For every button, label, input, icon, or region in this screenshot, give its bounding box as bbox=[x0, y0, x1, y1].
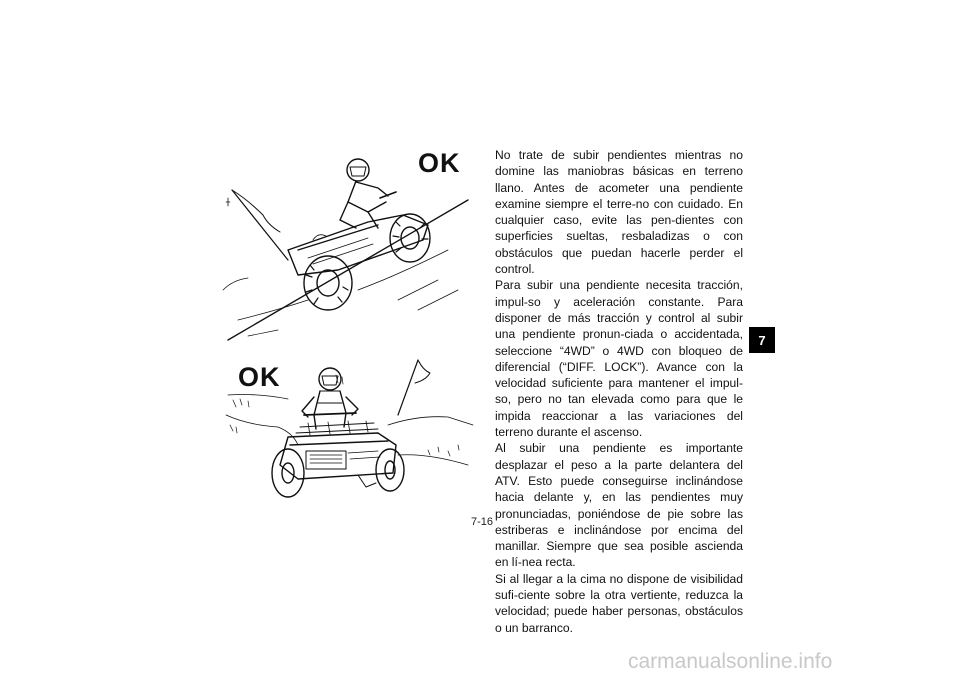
body-text bbox=[495, 147, 743, 636]
page-number: 7-16 bbox=[470, 516, 494, 528]
chapter-tab: 7 bbox=[749, 327, 775, 353]
watermark: carmanualsonline.info bbox=[628, 650, 833, 673]
paragraph-intro: No trate de subir pendientes mientras no domine las maniobras básicas en terreno llano. Antes de acometer una pendiente examine siempre el terre-no con cuidado. En cualquier caso, evite las pen-dientes con superficies sueltas, resbaladizas o con obstáculos que puedan hacerle perder el control. bbox=[495, 148, 743, 277]
paragraph-weight-shift: Al subir una pendiente es importante desplazar el peso a la parte delantera del ATV. Esto puede conseguirse inclinándose hacia delante y, en las pendientes muy pronunciadas, poniéndose de pie sobre las estriberas e inclinándose por encima del manillar. Siempre que sea posible ascienda en lí-nea recta. bbox=[495, 441, 743, 570]
ok-label-top: OK bbox=[418, 148, 461, 178]
ok-label-bottom: OK bbox=[238, 362, 281, 392]
paragraph-traction: Para subir una pendiente necesita tracción, impul-so y aceleración constante. Para disponer de más tracción y control al subir una pendiente pronun-ciada o accidentada, seleccione “4WD” o 4WD con bloqueo de diferencial (“DIFF. LOCK”). Avance con la velocidad suficiente para mantener el impul-so, pero no tan elevada como para que le impida reaccionar a las variaciones del terreno durante el ascenso. bbox=[495, 278, 743, 440]
paragraph-summit: Si al llegar a la cima no dispone de visibilidad sufi-ciente sobre la otra vertiente, reduzca la velocidad; puede haber personas, obstáculos o un barranco. bbox=[495, 571, 743, 635]
